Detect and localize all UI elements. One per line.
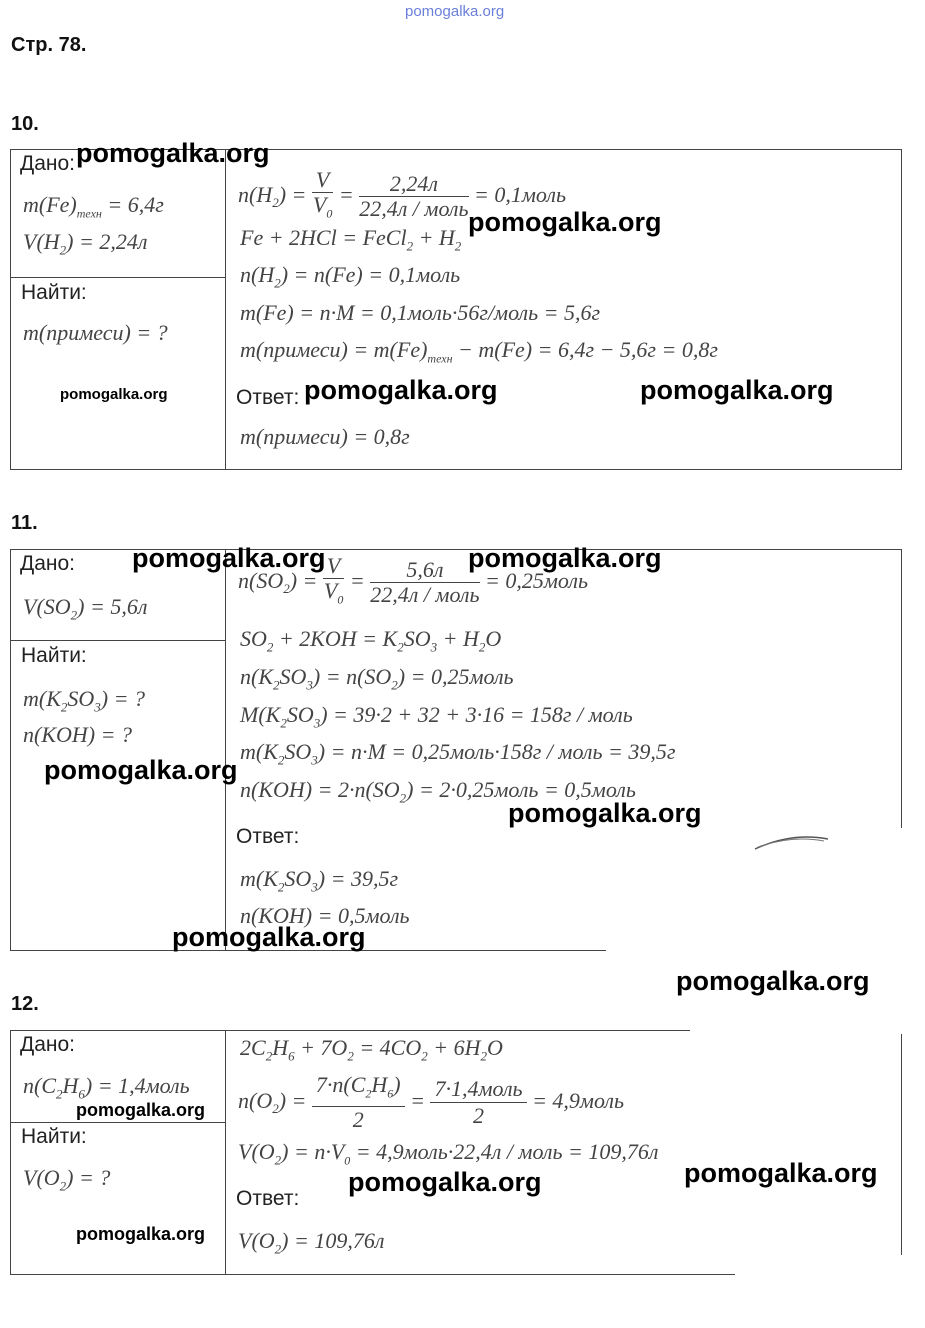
watermark[interactable]: pomogalka.org [640, 375, 834, 405]
problem-11-answer-2: n(KOH) = 0,5моль [240, 903, 410, 928]
watermark[interactable]: pomogalka.org [468, 207, 662, 237]
problem-11-given-label: Дано: [20, 552, 76, 575]
problem-11-solution-4: $M(K_2SO_3) = 39\cdot 2 + 32 + 3\cdot 16 = 158г$ / моль [240, 702, 633, 731]
problem-10-given-1: $m(Fe)_{техн} = 6,4г$ [23, 192, 164, 221]
problem-11-given-separator [10, 640, 226, 641]
problem-10-solution-1: $n(H_2)$ = $\frac{V}{V_0}$ = 2,24л 22,4л / моль = 0,1моль [238, 167, 566, 222]
watermark[interactable]: pomogalka.org [684, 1158, 878, 1188]
watermark[interactable]: pomogalka.org [132, 543, 326, 573]
problem-10-answer-1: m(примеси) = 0,8г [240, 424, 410, 449]
problem-10-find-1: m(примеси) = ? [23, 320, 168, 345]
watermark[interactable]: pomogalka.org [76, 1224, 206, 1244]
watermark[interactable]: pomogalka.org [676, 966, 870, 996]
problem-11-solution-3: $n(K_2SO_3) = n(SO_2)$ = 0,25моль [240, 664, 514, 693]
problem-10-given-2: $V(H_2) = 2,24л$ [23, 229, 148, 258]
page-title: Стр. 78. [11, 34, 87, 56]
scan-edge-mask [690, 1026, 905, 1034]
problem-12-solution-2: $n(O_2)$ = $\frac{7\cdot n(C_2H_6)}{2}$ = 7·1,4моль 2 = 4,9моль [238, 1072, 625, 1133]
watermark[interactable]: pomogalka.org [76, 1100, 206, 1120]
problem-10-solution-2: Fe + 2HCl = FeCl$_2$ + $H_2$ [240, 225, 462, 254]
problem-11-given-1: $V(SO_2) = 5,6л$ [23, 594, 148, 623]
problem-10-number: 10. [11, 113, 39, 135]
header-watermark[interactable]: pomogalka.org [405, 3, 505, 20]
problem-11-number: 11. [11, 512, 38, 534]
problem-10-given-separator [10, 277, 226, 278]
problem-12-given-1: $n(C_2H_6)$ = 1,4моль [23, 1073, 190, 1102]
problem-11-find-2: n(KOH) = ? [23, 722, 132, 747]
problem-12-given-separator [10, 1122, 226, 1123]
problem-12-find-1: $V(O_2)$ = ? [23, 1165, 111, 1194]
problem-12-answer-label: Ответ: [236, 1187, 300, 1210]
problem-11-find-label: Найти: [21, 644, 87, 667]
problem-10-solution-3: $n(H_2) = n(Fe)$ = 0,1моль [240, 262, 461, 291]
watermark[interactable]: pomogalka.org [468, 543, 662, 573]
problem-10-given-label: Дано: [20, 152, 76, 175]
problem-11-answer-1: $m(K_2SO_3) = 39,5г$ [240, 866, 399, 895]
problem-11-solution-5: $m(K_2SO_3) = n\cdot M$ = 0,25моль·158г / моль = 39,5г [240, 739, 676, 768]
problem-12-find-label: Найти: [21, 1125, 87, 1148]
problem-10-answer-label: Ответ: [236, 386, 300, 409]
watermark[interactable]: pomogalka.org [304, 375, 498, 405]
problem-12-solution-1: $2C_2H_6 + 7O_2 = 4CO_2 + 6H_2O$ [240, 1035, 503, 1064]
problem-12-number: 12. [11, 993, 39, 1015]
problem-11-find-1: $m(K_2SO_3)$ = ? [23, 686, 145, 715]
problem-12-divider [225, 1030, 226, 1275]
problem-10-divider [225, 149, 226, 470]
scan-artifact-curve [752, 830, 832, 852]
problem-12-solution-3: $V(O_2) = n\cdot V_0$ = 4,9моль·22,4л / моль = 109,76л [238, 1139, 659, 1168]
watermark[interactable]: pomogalka.org [60, 386, 168, 403]
watermark[interactable]: pomogalka.org [76, 138, 270, 168]
problem-11-solution-6: $n(KOH) = 2\cdot n(SO_2)$ = 2·0,25моль = 0,5моль [240, 777, 636, 806]
problem-12-answer-1: $V(O_2) = 109,76л$ [238, 1228, 385, 1257]
watermark[interactable]: pomogalka.org [44, 755, 238, 785]
watermark[interactable]: pomogalka.org [172, 922, 366, 952]
problem-10-find-label: Найти: [21, 281, 87, 304]
problem-11-answer-label: Ответ: [236, 825, 300, 848]
problem-10-solution-5: m(примеси) = $m(Fe)_{техн} - m(Fe) = 6,4г - 5,6г = 0,8г$ [240, 337, 718, 366]
problem-11-solution-2: $SO_2 + 2KOH = K_2SO_3 + H_2O$ [240, 626, 502, 655]
problem-11-divider [225, 549, 226, 951]
scan-edge-mask [735, 1255, 905, 1279]
problem-11-solution-1: $n(SO_2)$ = $\frac{V}{V_0}$ = 5,6л 22,4л / моль = 0,25моль [238, 553, 588, 608]
watermark[interactable]: pomogalka.org [508, 798, 702, 828]
problem-10-solution-4: m(Fe) = n·M = 0,1моль·56г/моль = 5,6г [240, 300, 601, 325]
problem-12-given-label: Дано: [20, 1033, 76, 1056]
watermark[interactable]: pomogalka.org [348, 1167, 542, 1197]
